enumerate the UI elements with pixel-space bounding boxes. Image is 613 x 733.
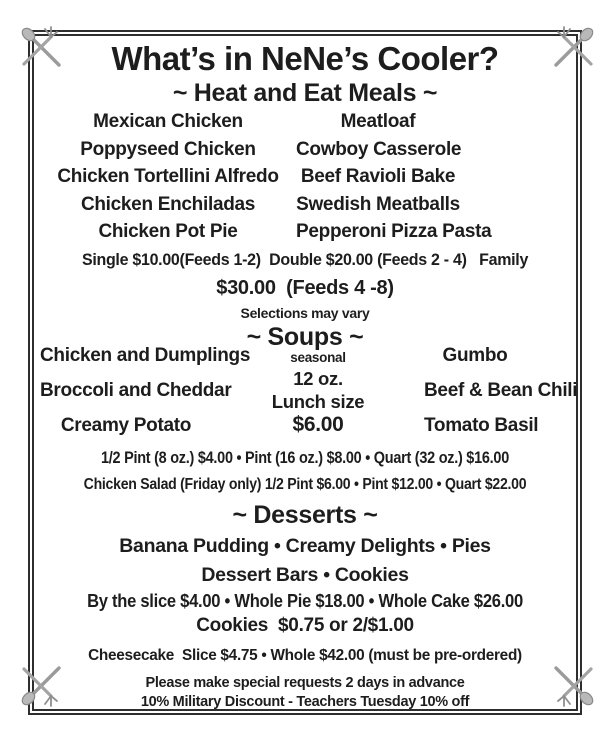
meal-item: Mexican Chicken <box>93 111 243 132</box>
selections-note: Selections may vary <box>240 304 370 321</box>
special-requests-note: Please make special requests 2 days in advance <box>145 674 465 691</box>
soups-right-column <box>424 338 578 443</box>
section-heading-desserts: ~ Desserts ~ <box>232 500 378 529</box>
meal-item: Cowboy Casserole <box>296 138 462 160</box>
meal-item: Meatloaf <box>340 111 416 132</box>
soup-item: Beef & Bean Chili <box>424 379 578 401</box>
soups-left-column <box>40 338 251 443</box>
dessert-pricing-line: By the slice $4.00 • Whole Pie $18.00 • Whole Cake $26.00 <box>87 590 523 611</box>
menu-flyer <box>28 30 582 715</box>
meal-item: Chicken Pot Pie <box>98 221 238 242</box>
soup-item: Creamy Potato <box>60 414 192 436</box>
page-title: What’s in NeNe’s Cooler? <box>111 40 499 77</box>
meal-item: Poppyseed Chicken <box>80 138 256 160</box>
meal-item: Swedish Meatballs <box>296 193 460 215</box>
soup-size-note: 12 oz. <box>293 367 343 389</box>
crossed-spoon-and-fork-icon <box>551 663 597 709</box>
dessert-items-line: Dessert Bars • Cookies <box>201 563 409 586</box>
meal-item: Chicken Enchiladas <box>80 193 256 215</box>
discounts-note: 10% Military Discount - Teachers Tuesday 10% off <box>140 693 470 710</box>
meal-item: Pepperoni Pizza Pasta <box>296 221 492 242</box>
heat-and-eat-left-column <box>40 108 296 246</box>
soup-item: Tomato Basil <box>424 414 539 436</box>
heat-and-eat-pricing-line: Single $10.00(Feeds 1-2) Double $20.00 (Feeds 2 - 4) Family <box>81 249 529 269</box>
soup-item: Chicken and Dumplings <box>40 344 251 366</box>
heat-and-eat-pricing-line: $30.00 (Feeds 4 -8) <box>216 276 394 299</box>
soup-item: Gumbo <box>442 344 508 366</box>
heat-and-eat-columns <box>40 108 570 246</box>
cookies-pricing-line: Cookies $0.75 or 2/$1.00 <box>196 614 414 636</box>
dessert-items-line: Banana Pudding • Creamy Delights • Pies <box>119 534 491 557</box>
cheesecake-pricing-line: Cheesecake Slice $4.75 • Whole $42.00 (must be pre-ordered) <box>88 646 522 664</box>
soups-columns <box>40 344 578 443</box>
soup-size-note: Lunch size <box>271 390 365 412</box>
spacer <box>460 108 570 246</box>
soup-size-note: seasonal <box>290 349 346 365</box>
soups-pricing-line: 1/2 Pint (8 oz.) $4.00 • Pint (16 oz.) $8.00 • Quart (32 oz.) $16.00 <box>101 447 509 467</box>
section-heading-heat-and-eat: ~ Heat and Eat Meals ~ <box>172 79 438 107</box>
crossed-spoon-and-fork-icon <box>18 663 64 709</box>
chicken-salad-pricing-line: Chicken Salad (Friday only) 1/2 Pint $6.00 • Pint $12.00 • Quart $22.00 <box>83 475 527 493</box>
soup-size-price: $6.00 <box>292 412 344 436</box>
meal-item: Beef Ravioli Bake <box>300 166 456 187</box>
soup-item: Broccoli and Cheddar <box>40 379 232 401</box>
heat-and-eat-right-column <box>296 108 492 246</box>
crossed-spoon-and-fork-icon <box>18 24 64 70</box>
crossed-spoon-and-fork-icon <box>551 24 597 70</box>
meal-item: Chicken Tortellini Alfredo <box>57 166 279 187</box>
section-heading-soups: ~ Soups ~ <box>246 322 364 351</box>
soups-size-column <box>212 350 424 437</box>
